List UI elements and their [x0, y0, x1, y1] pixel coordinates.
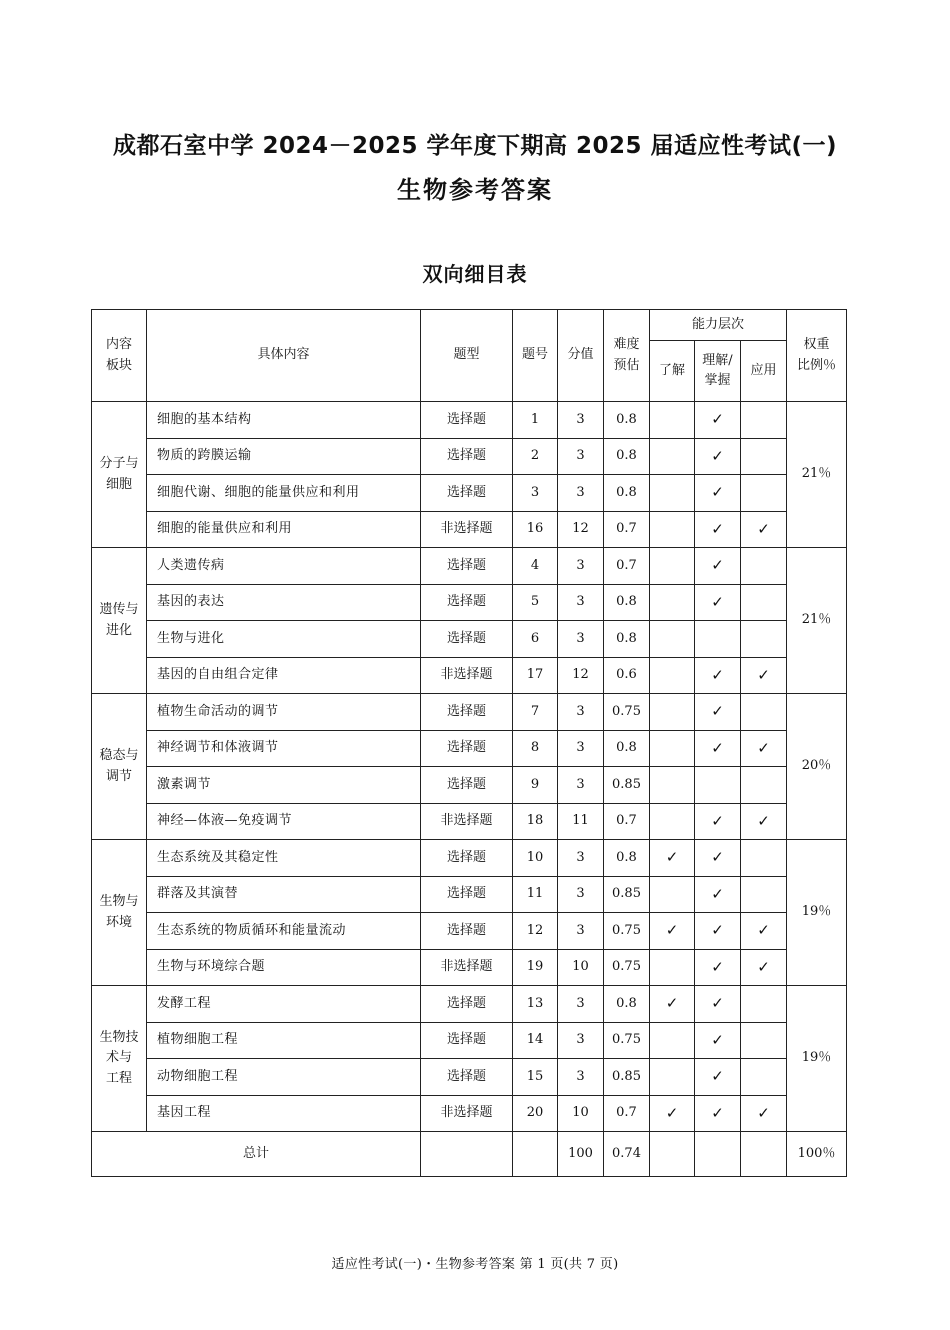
apply-cell [741, 876, 787, 913]
check-mark-icon: ✓ [711, 519, 724, 538]
number-cell: 8 [513, 730, 558, 767]
apply-cell [741, 767, 787, 804]
score-cell: 3 [558, 1022, 604, 1059]
table-row [92, 840, 847, 877]
comprehend-cell [695, 913, 741, 950]
check-mark-icon: ✓ [711, 1067, 724, 1086]
total-label: 总计 [92, 1132, 421, 1177]
check-mark-icon: ✓ [757, 738, 770, 757]
check-mark-icon: ✓ [757, 665, 770, 684]
type-cell: 选择题 [421, 402, 513, 439]
table-row [92, 1022, 847, 1059]
check-mark-icon: ✓ [711, 994, 724, 1013]
page-footer: 适应性考试(一)・生物参考答案 第 1 页(共 7 页) [331, 1257, 619, 1272]
content-cell: 细胞的基本结构 [147, 402, 421, 439]
comprehend-cell [695, 840, 741, 877]
understand-cell [650, 621, 695, 658]
check-mark-icon: ✓ [665, 1103, 679, 1122]
header-block: 内容 板块 [92, 310, 147, 402]
number-cell: 12 [513, 913, 558, 950]
check-mark-icon: ✓ [665, 848, 679, 867]
table-row [92, 548, 847, 585]
table-row [92, 1095, 847, 1132]
comprehend-cell [695, 949, 741, 986]
comprehend-cell [695, 767, 741, 804]
type-cell: 选择题 [421, 1022, 513, 1059]
understand-cell [650, 949, 695, 986]
apply-cell [741, 694, 787, 731]
apply-cell [741, 986, 787, 1023]
section-weight: 21％ [787, 402, 847, 548]
section-weight: 19％ [787, 840, 847, 986]
comprehend-cell [695, 803, 741, 840]
score-cell: 10 [558, 1095, 604, 1132]
type-cell: 选择题 [421, 475, 513, 512]
score-cell: 10 [558, 949, 604, 986]
number-cell: 3 [513, 475, 558, 512]
understand-cell [650, 548, 695, 585]
header-score: 分值 [558, 310, 604, 402]
check-mark-icon: ✓ [711, 483, 724, 502]
check-mark-icon: ✓ [711, 848, 724, 867]
comprehend-cell [695, 511, 741, 548]
header-ability: 能力层次 [650, 310, 787, 341]
check-mark-icon: ✓ [757, 811, 770, 830]
total-type [421, 1132, 513, 1177]
total-weight: 100％ [787, 1132, 847, 1177]
comprehend-cell [695, 621, 741, 658]
difficulty-cell: 0.8 [604, 986, 650, 1023]
check-mark-icon: ✓ [711, 738, 724, 757]
header-content: 具体内容 [147, 310, 421, 402]
number-cell: 16 [513, 511, 558, 548]
check-mark-icon: ✓ [711, 884, 724, 903]
type-cell: 选择题 [421, 438, 513, 475]
header-difficulty: 难度 预估 [604, 310, 650, 402]
content-cell: 神经调节和体液调节 [147, 730, 421, 767]
content-cell: 生物与进化 [147, 621, 421, 658]
table-row [92, 475, 847, 512]
understand-cell [650, 1059, 695, 1096]
understand-cell [650, 803, 695, 840]
total-difficulty: 0.74 [604, 1132, 650, 1177]
comprehend-cell [695, 986, 741, 1023]
difficulty-cell: 0.8 [604, 730, 650, 767]
understand-cell [650, 511, 695, 548]
table-row [92, 986, 847, 1023]
section-name: 生物与 环境 [92, 840, 147, 986]
type-cell: 非选择题 [421, 803, 513, 840]
number-cell: 1 [513, 402, 558, 439]
score-cell: 3 [558, 621, 604, 658]
score-cell: 3 [558, 730, 604, 767]
comprehend-cell [695, 876, 741, 913]
apply-cell [741, 548, 787, 585]
type-cell: 非选择题 [421, 949, 513, 986]
check-mark-icon: ✓ [757, 957, 770, 976]
content-cell: 物质的跨膜运输 [147, 438, 421, 475]
content-cell: 植物生命活动的调节 [147, 694, 421, 731]
type-cell: 选择题 [421, 548, 513, 585]
comprehend-cell [695, 1059, 741, 1096]
score-cell: 12 [558, 657, 604, 694]
section-weight: 20％ [787, 694, 847, 840]
apply-cell [741, 475, 787, 512]
header-weight: 权重 比例％ [787, 310, 847, 402]
apply-cell [741, 949, 787, 986]
type-cell: 选择题 [421, 767, 513, 804]
type-cell: 选择题 [421, 730, 513, 767]
number-cell: 2 [513, 438, 558, 475]
difficulty-cell: 0.8 [604, 475, 650, 512]
comprehend-cell [695, 438, 741, 475]
specification-table [91, 309, 847, 1177]
number-cell: 6 [513, 621, 558, 658]
type-cell: 选择题 [421, 913, 513, 950]
difficulty-cell: 0.7 [604, 548, 650, 585]
understand-cell [650, 694, 695, 731]
difficulty-cell: 0.8 [604, 621, 650, 658]
section-weight: 21％ [787, 548, 847, 694]
content-cell: 激素调节 [147, 767, 421, 804]
section-name: 生物技 术与 工程 [92, 986, 147, 1132]
score-cell: 3 [558, 402, 604, 439]
apply-cell [741, 657, 787, 694]
table-row [92, 949, 847, 986]
table-row [92, 694, 847, 731]
check-mark-icon: ✓ [757, 519, 770, 538]
check-mark-icon: ✓ [711, 410, 724, 429]
score-cell: 3 [558, 1059, 604, 1096]
comprehend-cell [695, 548, 741, 585]
apply-cell [741, 1059, 787, 1096]
check-mark-icon: ✓ [711, 921, 724, 940]
apply-cell [741, 402, 787, 439]
comprehend-cell [695, 1095, 741, 1132]
apply-cell [741, 840, 787, 877]
type-cell: 选择题 [421, 621, 513, 658]
check-mark-icon: ✓ [757, 1103, 770, 1122]
comprehend-cell [695, 657, 741, 694]
section-name: 稳态与 调节 [92, 694, 147, 840]
difficulty-cell: 0.6 [604, 657, 650, 694]
understand-cell [650, 876, 695, 913]
score-cell: 3 [558, 694, 604, 731]
understand-cell [650, 767, 695, 804]
number-cell: 14 [513, 1022, 558, 1059]
score-cell: 3 [558, 767, 604, 804]
table-row [92, 584, 847, 621]
number-cell: 17 [513, 657, 558, 694]
difficulty-cell: 0.75 [604, 913, 650, 950]
number-cell: 18 [513, 803, 558, 840]
difficulty-cell: 0.8 [604, 584, 650, 621]
score-cell: 3 [558, 840, 604, 877]
difficulty-cell: 0.7 [604, 511, 650, 548]
difficulty-cell: 0.75 [604, 1022, 650, 1059]
apply-cell [741, 438, 787, 475]
content-cell: 植物细胞工程 [147, 1022, 421, 1059]
check-mark-icon: ✓ [711, 446, 724, 465]
table-row [92, 1059, 847, 1096]
content-cell: 人类遗传病 [147, 548, 421, 585]
content-cell: 发酵工程 [147, 986, 421, 1023]
score-cell: 3 [558, 986, 604, 1023]
score-cell: 11 [558, 803, 604, 840]
comprehend-cell [695, 730, 741, 767]
type-cell: 选择题 [421, 694, 513, 731]
check-mark-icon: ✓ [711, 592, 724, 611]
check-mark-icon: ✓ [665, 921, 679, 940]
comprehend-cell [695, 1022, 741, 1059]
understand-cell [650, 986, 695, 1023]
section-weight: 19％ [787, 986, 847, 1132]
type-cell: 选择题 [421, 840, 513, 877]
understand-cell [650, 657, 695, 694]
table-row [92, 730, 847, 767]
content-cell: 基因的自由组合定律 [147, 657, 421, 694]
score-cell: 3 [558, 475, 604, 512]
comprehend-cell [695, 475, 741, 512]
difficulty-cell: 0.85 [604, 876, 650, 913]
score-cell: 3 [558, 438, 604, 475]
check-mark-icon: ✓ [711, 1103, 724, 1122]
number-cell: 7 [513, 694, 558, 731]
table-row [92, 438, 847, 475]
content-cell: 细胞代谢、细胞的能量供应和利用 [147, 475, 421, 512]
content-cell: 神经—体液—免疫调节 [147, 803, 421, 840]
comprehend-cell [695, 584, 741, 621]
understand-cell [650, 913, 695, 950]
type-cell: 选择题 [421, 986, 513, 1023]
apply-cell [741, 1095, 787, 1132]
content-cell: 生态系统的物质循环和能量流动 [147, 913, 421, 950]
total-number [513, 1132, 558, 1177]
difficulty-cell: 0.8 [604, 402, 650, 439]
check-mark-icon: ✓ [711, 665, 724, 684]
understand-cell [650, 402, 695, 439]
table-row [92, 511, 847, 548]
check-mark-icon: ✓ [711, 702, 724, 721]
apply-cell [741, 730, 787, 767]
difficulty-cell: 0.85 [604, 767, 650, 804]
type-cell: 非选择题 [421, 1095, 513, 1132]
apply-cell [741, 584, 787, 621]
header-apply: 应用 [741, 341, 787, 402]
comprehend-cell [695, 402, 741, 439]
number-cell: 19 [513, 949, 558, 986]
score-cell: 3 [558, 548, 604, 585]
table-row [92, 803, 847, 840]
check-mark-icon: ✓ [711, 556, 724, 575]
understand-cell [650, 730, 695, 767]
number-cell: 5 [513, 584, 558, 621]
apply-cell [741, 511, 787, 548]
number-cell: 13 [513, 986, 558, 1023]
total-row [92, 1132, 847, 1177]
section-name: 遗传与 进化 [92, 548, 147, 694]
difficulty-cell: 0.75 [604, 694, 650, 731]
type-cell: 选择题 [421, 584, 513, 621]
header-understand: 了解 [650, 341, 695, 402]
content-cell: 群落及其演替 [147, 876, 421, 913]
score-cell: 12 [558, 511, 604, 548]
understand-cell [650, 584, 695, 621]
table-row [92, 913, 847, 950]
understand-cell [650, 475, 695, 512]
header-type: 题型 [421, 310, 513, 402]
number-cell: 15 [513, 1059, 558, 1096]
understand-cell [650, 438, 695, 475]
answer-title: 生物参考答案 [397, 176, 553, 204]
section-name: 分子与 细胞 [92, 402, 147, 548]
exam-title: 成都石室中学 2024－2025 学年度下期高 2025 届适应性考试(一) [112, 133, 838, 159]
check-mark-icon: ✓ [711, 811, 724, 830]
understand-cell [650, 1095, 695, 1132]
number-cell: 20 [513, 1095, 558, 1132]
header-comprehend: 理解/ 掌握 [695, 341, 741, 402]
total-comprehend [695, 1132, 741, 1177]
table-row [92, 767, 847, 804]
score-cell: 3 [558, 584, 604, 621]
content-cell: 基因工程 [147, 1095, 421, 1132]
apply-cell [741, 1022, 787, 1059]
type-cell: 非选择题 [421, 657, 513, 694]
apply-cell [741, 803, 787, 840]
score-cell: 3 [558, 913, 604, 950]
table-row [92, 621, 847, 658]
table-title: 双向细目表 [422, 262, 528, 286]
content-cell: 生态系统及其稳定性 [147, 840, 421, 877]
table-row [92, 402, 847, 439]
content-cell: 动物细胞工程 [147, 1059, 421, 1096]
check-mark-icon: ✓ [711, 957, 724, 976]
difficulty-cell: 0.7 [604, 803, 650, 840]
difficulty-cell: 0.75 [604, 949, 650, 986]
apply-cell [741, 913, 787, 950]
difficulty-cell: 0.8 [604, 840, 650, 877]
total-score: 100 [558, 1132, 604, 1177]
difficulty-cell: 0.85 [604, 1059, 650, 1096]
understand-cell [650, 1022, 695, 1059]
content-cell: 生物与环境综合题 [147, 949, 421, 986]
content-cell: 基因的表达 [147, 584, 421, 621]
number-cell: 10 [513, 840, 558, 877]
check-mark-icon: ✓ [757, 921, 770, 940]
table-row [92, 657, 847, 694]
type-cell: 选择题 [421, 1059, 513, 1096]
comprehend-cell [695, 694, 741, 731]
total-apply [741, 1132, 787, 1177]
type-cell: 非选择题 [421, 511, 513, 548]
number-cell: 9 [513, 767, 558, 804]
score-cell: 3 [558, 876, 604, 913]
difficulty-cell: 0.7 [604, 1095, 650, 1132]
number-cell: 11 [513, 876, 558, 913]
difficulty-cell: 0.8 [604, 438, 650, 475]
header-number: 题号 [513, 310, 558, 402]
table-row [92, 876, 847, 913]
check-mark-icon: ✓ [665, 994, 679, 1013]
check-mark-icon: ✓ [711, 1030, 724, 1049]
apply-cell [741, 621, 787, 658]
understand-cell [650, 840, 695, 877]
content-cell: 细胞的能量供应和利用 [147, 511, 421, 548]
total-understand [650, 1132, 695, 1177]
type-cell: 选择题 [421, 876, 513, 913]
number-cell: 4 [513, 548, 558, 585]
